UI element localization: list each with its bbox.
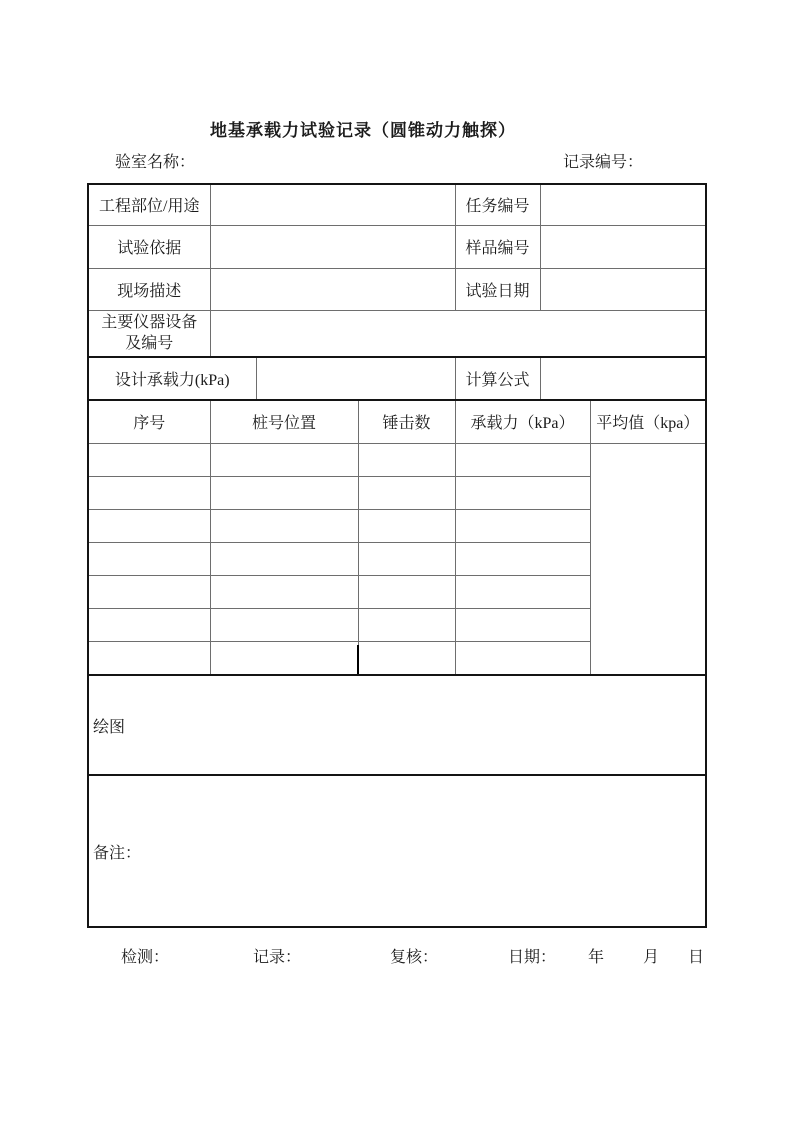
test-basis-value-cell[interactable] — [210, 225, 455, 268]
pile-position-cell[interactable] — [210, 575, 358, 608]
project-part-label: 工程部位/用途 — [89, 185, 210, 225]
seq-cell[interactable] — [89, 608, 210, 641]
table-row — [89, 185, 705, 225]
blow-count-cell[interactable] — [358, 575, 455, 608]
seq-cell[interactable] — [89, 476, 210, 509]
table-row — [89, 358, 705, 399]
equipment-label-line2: 及编号 — [125, 335, 174, 353]
signature-line — [0, 944, 800, 966]
table-header-row — [89, 401, 705, 443]
test-basis-label: 试验依据 — [89, 225, 210, 268]
bearing-capacity-cell[interactable] — [455, 476, 590, 509]
drawing-label: 绘图 — [93, 718, 126, 736]
drawing-cell[interactable] — [89, 676, 705, 774]
measurement-table — [89, 401, 705, 674]
bearing-capacity-cell[interactable] — [455, 509, 590, 542]
text-cursor-mark — [357, 645, 359, 674]
reviewer-label: 复核： — [390, 949, 439, 966]
col-header-blow-count: 锤击数 — [358, 401, 455, 443]
blow-count-cell[interactable] — [358, 443, 455, 476]
pile-position-cell[interactable] — [210, 443, 358, 476]
lab-name-label: 验室名称： — [115, 154, 196, 171]
record-no-label: 记录编号： — [563, 154, 644, 171]
inspector-label: 检测： — [121, 949, 170, 966]
design-capacity-table — [89, 358, 705, 399]
page-title: 地基承载力试验记录（圆锥动力触探） — [210, 121, 516, 140]
table-row — [89, 443, 705, 476]
sample-no-label: 样品编号 — [455, 225, 540, 268]
sample-no-value-cell[interactable] — [540, 225, 705, 268]
col-header-average: 平均值（kpa） — [590, 401, 705, 443]
blow-count-cell[interactable] — [358, 608, 455, 641]
seq-cell[interactable] — [89, 509, 210, 542]
pile-position-cell[interactable] — [210, 476, 358, 509]
blow-count-cell[interactable] — [358, 476, 455, 509]
remarks-label: 备注： — [93, 844, 142, 862]
pile-position-cell[interactable] — [210, 542, 358, 575]
seq-cell[interactable] — [89, 443, 210, 476]
record-no-row — [563, 149, 643, 172]
col-header-seq: 序号 — [89, 401, 210, 443]
task-no-value-cell[interactable] — [540, 185, 705, 225]
task-no-label: 任务编号 — [455, 185, 540, 225]
blow-count-cell[interactable] — [358, 542, 455, 575]
pile-position-cell[interactable] — [210, 641, 358, 674]
bearing-capacity-cell[interactable] — [455, 542, 590, 575]
table-row — [89, 310, 705, 356]
test-date-value-cell[interactable] — [540, 268, 705, 310]
table-row — [89, 676, 705, 774]
table-row — [89, 268, 705, 310]
design-capacity-value-cell[interactable] — [256, 358, 455, 399]
formula-label: 计算公式 — [455, 358, 540, 399]
test-date-label: 试验日期 — [455, 268, 540, 310]
project-part-value-cell[interactable] — [210, 185, 455, 225]
bearing-capacity-cell[interactable] — [455, 641, 590, 674]
month-label: 月 — [643, 949, 660, 966]
seq-cell[interactable] — [89, 542, 210, 575]
day-label: 日 — [688, 949, 705, 966]
design-capacity-label: 设计承载力(kPa) — [89, 358, 256, 399]
pile-position-cell[interactable] — [210, 608, 358, 641]
blow-count-cell[interactable] — [358, 509, 455, 542]
remarks-table — [89, 776, 705, 926]
site-description-value-cell[interactable] — [210, 268, 455, 310]
remarks-cell[interactable] — [89, 776, 705, 926]
date-label: 日期： — [508, 949, 557, 966]
equipment-value-cell[interactable] — [210, 310, 705, 356]
bearing-capacity-cell[interactable] — [455, 575, 590, 608]
year-label: 年 — [588, 949, 605, 966]
blow-count-cell[interactable] — [358, 641, 455, 674]
equipment-label-line1: 主要仪器设备 — [101, 314, 198, 332]
seq-cell[interactable] — [89, 641, 210, 674]
pile-position-cell[interactable] — [210, 509, 358, 542]
average-value-cell[interactable] — [590, 443, 705, 674]
table-row — [89, 776, 705, 926]
site-description-label: 现场描述 — [89, 268, 210, 310]
col-header-pile-position: 桩号位置 — [210, 401, 358, 443]
lab-name-row — [115, 149, 195, 172]
bearing-capacity-cell[interactable] — [455, 608, 590, 641]
table-row — [89, 225, 705, 268]
info-table — [89, 185, 705, 356]
recorder-label: 记录： — [253, 949, 302, 966]
formula-value-cell[interactable] — [540, 358, 705, 399]
equipment-label — [89, 310, 210, 356]
seq-cell[interactable] — [89, 575, 210, 608]
bearing-capacity-cell[interactable] — [455, 443, 590, 476]
col-header-bearing-capacity: 承载力（kPa） — [455, 401, 590, 443]
drawing-table — [89, 676, 705, 774]
form-table — [87, 183, 707, 928]
